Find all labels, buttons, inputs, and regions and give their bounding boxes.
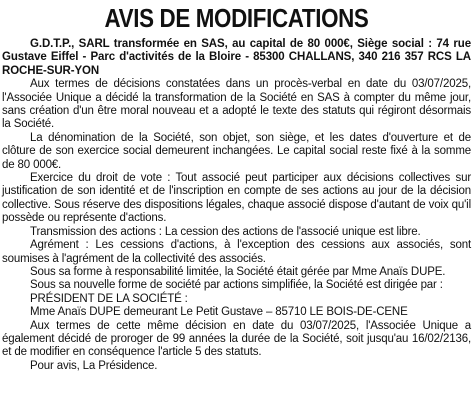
president-heading: PRÉSIDENT DE LA SOCIÉTÉ : bbox=[30, 292, 188, 305]
paragraph-duration-extension: Aux termes de cette même décision en date du 03/07/2025, l'Associée Unique a également décidé de proroger de 99 années la durée de la Société, soit jusqu'au 16/02/2136, et de modifier en conséquence l'article 5 des statuts. bbox=[2, 319, 471, 359]
signature-line: Pour avis, La Présidence. bbox=[30, 359, 158, 372]
paragraph-transformation: Aux termes de décisions constatées dans un procès-verbal en date du 03/07/2025, l'Associée Unique a décidé la transformation de la Société en SAS à compter du même jour, sans création d'un être moral nouveau et a adopté le texte des statuts qui régiront désormais la Société. bbox=[2, 78, 471, 131]
paragraph-share-transfer: Transmission des actions : La cession des actions de l'associé unique est libre. bbox=[30, 225, 421, 238]
president-name-address: Mme Anaïs DUPE demeurant Le Petit Gustave – 85710 LE BOIS-DE-CENE bbox=[30, 306, 408, 319]
paragraph-voting-rights: Exercice du droit de vote : Tout associé peut participer aux décisions collectives sur justification de son identité et de l'inscription en compte de ses actions au jour de la décision collective. Sous réserve des dispositions légales, chaque associé dispose d'autant de voix qu'il possède ou représente d'actions. bbox=[2, 172, 471, 225]
paragraph-previous-management: Sous sa forme à responsabilité limitée, la Société était gérée par Mme Anaïs DUPE. bbox=[30, 265, 446, 278]
paragraph-unchanged-items: La dénomination de la Société, son objet, son siège, et les dates d'ouverture et de clôture de son exercice social demeurent inchangées. Le capital social reste fixé à la somme de 80 000€. bbox=[2, 131, 471, 171]
paragraph-approval: Agrément : Les cessions d'actions, à l'exception des cessions aux associés, sont soumises à l'agrément de la collectivité des associés. bbox=[2, 239, 471, 265]
paragraph-new-management: Sous sa nouvelle forme de société par actions simplifiée, la Société est dirigée par : bbox=[30, 279, 443, 292]
notice-title: AVIS DE MODIFICATIONS bbox=[104, 3, 369, 33]
company-header: G.D.T.P., SARL transformée en SAS, au capital de 80 000€, Siège social : 74 rue Gustave Eiffel - Parc d'activités de la Bloire - 85300 CHALLANS, 340 216 357 RCS LA ROCHE-SUR-YON bbox=[2, 38, 471, 77]
